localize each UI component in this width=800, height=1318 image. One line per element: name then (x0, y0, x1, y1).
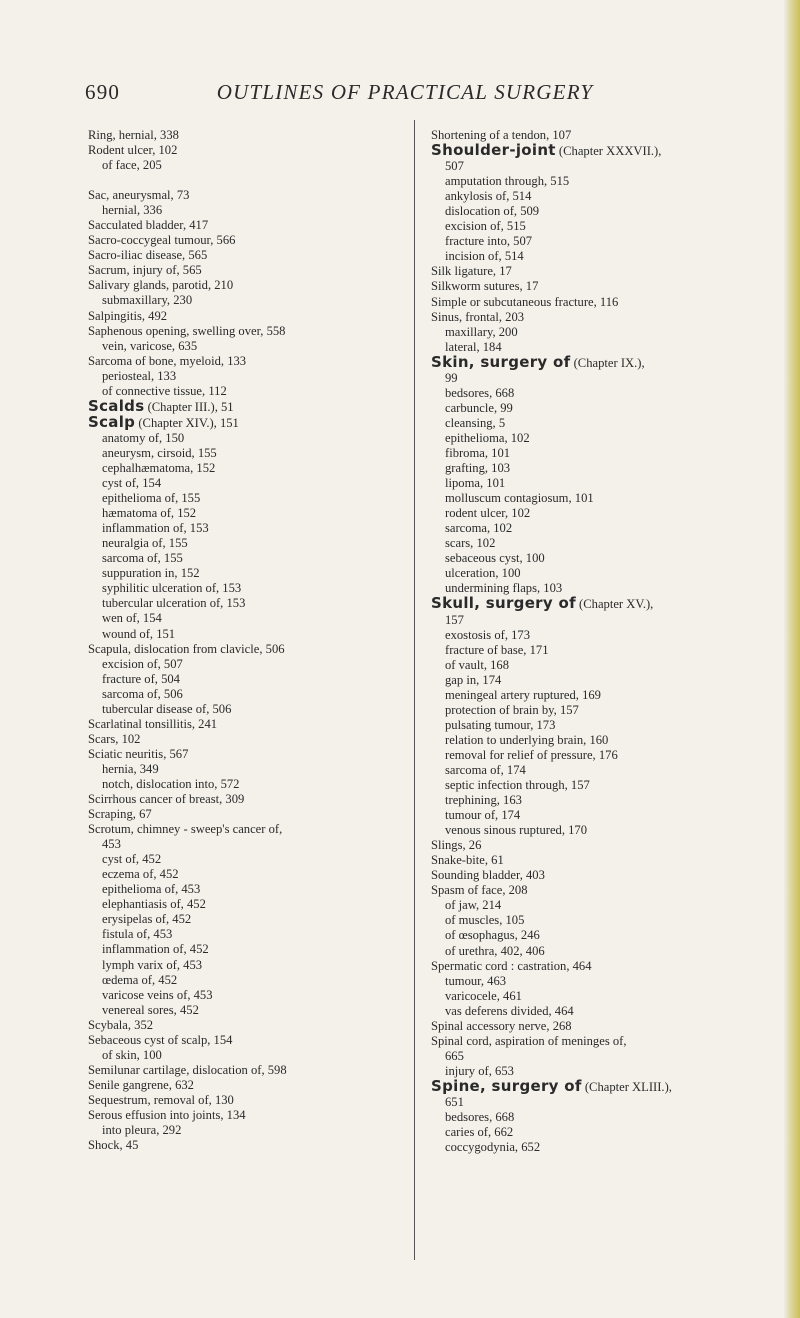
index-entry: Rodent ulcer, 102 (88, 143, 178, 158)
index-subentry: ulceration, 100 (445, 566, 521, 581)
index-heading-entry (88, 412, 388, 431)
index-subentry: incision of, 514 (445, 249, 524, 264)
index-subentry: protection of brain by, 157 (445, 702, 579, 717)
index-subentry: 507 (445, 159, 464, 174)
index-heading-term: Skull, surgery of (431, 594, 576, 613)
index-subentry: epithelioma of, 453 (102, 882, 201, 897)
index-heading-detail: (Chapter XV.), (575, 597, 654, 612)
index-entry: Spinal cord, aspiration of meninges of, (431, 1033, 627, 1048)
index-subentry: lymph varix of, 453 (102, 957, 203, 972)
index-subentry: neuralgia of, 155 (102, 536, 188, 551)
index-entry: Senile gangrene, 632 (88, 1077, 194, 1092)
index-subentry: of connective tissue, 112 (102, 383, 227, 398)
index-subentry: vein, varicose, 635 (102, 338, 198, 353)
index-subentry: relation to underlying brain, 160 (445, 732, 609, 747)
index-subentry: fracture of, 504 (102, 671, 180, 686)
index-subentry: 157 (445, 612, 464, 627)
index-subentry: exostosis of, 173 (445, 627, 531, 642)
index-subentry: of œsophagus, 246 (445, 928, 540, 943)
index-subentry: eczema of, 452 (102, 867, 179, 882)
index-entry: Sarcoma of bone, myeloid, 133 (88, 353, 247, 368)
index-heading-term: Scalds (88, 396, 145, 415)
index-subentry: sarcoma of, 174 (445, 762, 526, 777)
index-subentry: fracture into, 507 (445, 234, 533, 249)
index-subentry: hæmatoma of, 152 (102, 506, 197, 521)
index-subentry: amputation through, 515 (445, 174, 570, 189)
index-subentry: 665 (445, 1048, 464, 1063)
index-entry: Spermatic cord : castration, 464 (431, 958, 592, 973)
index-entry: Sciatic neuritis, 567 (88, 746, 189, 761)
page-edge-shadow (784, 0, 800, 1318)
index-entry: Sebaceous cyst of scalp, 154 (88, 1032, 233, 1047)
index-entry: Saphenous opening, swelling over, 558 (88, 323, 286, 338)
index-subentry: injury of, 653 (445, 1063, 514, 1078)
index-subentry: cephalhæmatoma, 152 (102, 460, 216, 475)
index-entry: Sacro-coccygeal tumour, 566 (88, 233, 236, 248)
index-subentry: of urethra, 402, 406 (445, 943, 545, 958)
index-subentry: erysipelas of, 452 (102, 912, 192, 927)
index-subentry: of skin, 100 (102, 1047, 162, 1062)
index-entry: Sac, aneurysmal, 73 (88, 188, 190, 203)
index-subentry: varicose veins of, 453 (102, 987, 213, 1002)
index-entry: Shock, 45 (88, 1138, 139, 1153)
index-entry: Scybala, 352 (88, 1017, 154, 1032)
index-entry: Sacro-iliac disease, 565 (88, 248, 208, 263)
index-subentry: cleansing, 5 (445, 415, 506, 430)
index-subentry: epithelioma, 102 (445, 430, 530, 445)
index-subentry: tubercular disease of, 506 (102, 701, 232, 716)
index-subentry: undermining flaps, 103 (445, 581, 563, 596)
index-subentry: scars, 102 (445, 536, 496, 551)
column-divider (414, 120, 415, 1260)
index-subentry: varicocele, 461 (445, 988, 522, 1003)
index-subentry: sarcoma, 102 (445, 521, 513, 536)
index-subentry: of muscles, 105 (445, 913, 525, 928)
index-entry: Scraping, 67 (88, 807, 152, 822)
index-subentry: vas deferens divided, 464 (445, 1003, 574, 1018)
index-heading-detail: (Chapter XXXVII.), (555, 144, 662, 159)
index-subentry: wound of, 151 (102, 626, 176, 641)
index-subentry: carbuncle, 99 (445, 400, 513, 415)
index-heading-detail: (Chapter XIV.), 151 (135, 415, 239, 430)
index-subentry: ankylosis of, 514 (445, 189, 532, 204)
index-entry: Snake-bite, 61 (431, 853, 504, 868)
index-subentry: removal for relief of pressure, 176 (445, 747, 618, 762)
index-subentry: coccygodynia, 652 (445, 1140, 541, 1155)
index-subentry: molluscum contagiosum, 101 (445, 491, 594, 506)
index-subentry: epithelioma of, 155 (102, 491, 201, 506)
index-subentry: inflammation of, 452 (102, 942, 209, 957)
index-subentry: trephining, 163 (445, 793, 522, 808)
index-subentry: 453 (102, 837, 121, 852)
index-subentry: tumour, 463 (445, 973, 507, 988)
index-subentry: sarcoma of, 155 (102, 551, 183, 566)
index-subentry: fracture of base, 171 (445, 642, 549, 657)
index-subentry: anatomy of, 150 (102, 430, 185, 445)
index-heading-entry (431, 1076, 741, 1095)
index-subentry: grafting, 103 (445, 461, 511, 476)
index-entry: Simple or subcutaneous fracture, 116 (431, 294, 619, 309)
index-subentry: dislocation of, 509 (445, 204, 540, 219)
index-subentry: fistula of, 453 (102, 927, 173, 942)
index-subentry: bedsores, 668 (445, 1110, 515, 1125)
index-entry: Salpingitis, 492 (88, 308, 168, 323)
index-entry: Spinal accessory nerve, 268 (431, 1018, 572, 1033)
index-subentry: hernia, 349 (102, 761, 159, 776)
index-entry: Scars, 102 (88, 731, 141, 746)
index-subentry: meningeal artery ruptured, 169 (445, 687, 601, 702)
index-subentry: wen of, 154 (102, 611, 162, 626)
index-heading-detail: (Chapter XLIII.), (581, 1079, 672, 1094)
index-subentry: lateral, 184 (445, 339, 502, 354)
index-subentry: 99 (445, 370, 458, 385)
index-subentry: submaxillary, 230 (102, 293, 193, 308)
index-subentry: caries of, 662 (445, 1125, 514, 1140)
index-spacer (88, 173, 388, 188)
index-subentry: venereal sores, 452 (102, 1002, 199, 1017)
index-heading-term: Scalp (88, 412, 136, 431)
index-entry: Sinus, frontal, 203 (431, 309, 525, 324)
index-subentry: periosteal, 133 (102, 368, 177, 383)
index-subentry: inflammation of, 153 (102, 521, 209, 536)
index-heading-term: Shoulder-joint (431, 141, 556, 160)
index-heading-detail: (Chapter IX.), (570, 355, 645, 370)
index-subentry: cyst of, 154 (102, 476, 162, 491)
index-subentry: bedsores, 668 (445, 385, 515, 400)
index-subentry: rodent ulcer, 102 (445, 506, 531, 521)
index-subentry: aneurysm, cirsoid, 155 (102, 445, 217, 460)
index-entry: Scapula, dislocation from clavicle, 506 (88, 641, 285, 656)
index-subentry: suppuration in, 152 (102, 566, 200, 581)
index-subentry: gap in, 174 (445, 672, 502, 687)
index-subentry: excision of, 507 (102, 656, 183, 671)
index-heading-entry (431, 143, 741, 159)
index-entry: Scrotum, chimney - sweep's cancer of, (88, 822, 283, 837)
running-title: OUTLINES OF PRACTICAL SURGERY (216, 80, 594, 104)
index-entry: Slings, 26 (431, 838, 482, 853)
index-entry: Ring, hernial, 338 (88, 128, 179, 142)
index-subentry: 651 (445, 1095, 464, 1109)
index-subentry: cyst of, 452 (102, 852, 162, 867)
index-entry: Shortening of a tendon, 107 (431, 128, 572, 142)
index-subentry: maxillary, 200 (445, 324, 518, 339)
index-column-left (88, 128, 388, 1153)
index-entry: Serous effusion into joints, 134 (88, 1108, 246, 1122)
index-entry: Scarlatinal tonsillitis, 241 (88, 716, 218, 731)
index-subentry: elephantiasis of, 452 (102, 897, 206, 912)
index-subentry: lipoma, 101 (445, 476, 506, 491)
index-entry: Spasm of face, 208 (431, 883, 528, 898)
page-header (85, 80, 725, 120)
index-subentry: of face, 205 (102, 158, 162, 173)
index-entry: Silk ligature, 17 (431, 264, 512, 279)
index-heading-entry (431, 596, 741, 612)
index-column-right (431, 128, 741, 1155)
index-entry: Scirrhous cancer of breast, 309 (88, 792, 245, 807)
index-entry: Sacrum, injury of, 565 (88, 263, 202, 278)
index-subentry: pulsating tumour, 173 (445, 717, 556, 732)
index-subentry: hernial, 336 (102, 203, 163, 218)
index-subentry: excision of, 515 (445, 219, 526, 234)
index-subentry: sebaceous cyst, 100 (445, 551, 545, 566)
index-entry: Sacculated bladder, 417 (88, 218, 209, 233)
index-heading-term: Spine, surgery of (431, 1076, 582, 1095)
index-subentry: into pleura, 292 (102, 1123, 182, 1138)
index-subentry: sarcoma of, 506 (102, 686, 183, 701)
index-heading-entry (431, 352, 741, 371)
page-number: 690 (85, 80, 121, 104)
index-subentry: of vault, 168 (445, 657, 510, 672)
index-entry: Salivary glands, parotid, 210 (88, 278, 234, 293)
index-heading-term: Skin, surgery of (431, 352, 571, 371)
index-subentry: œdema of, 452 (102, 972, 178, 987)
index-entry: Sounding bladder, 403 (431, 868, 545, 883)
index-subentry: septic infection through, 157 (445, 778, 590, 793)
index-subentry: tubercular ulceration of, 153 (102, 596, 246, 611)
index-subentry: venous sinous ruptured, 170 (445, 823, 588, 838)
index-entry: Sequestrum, removal of, 130 (88, 1092, 234, 1107)
index-subentry: tumour of, 174 (445, 808, 521, 823)
index-subentry: notch, dislocation into, 572 (102, 776, 240, 791)
index-entry: Semilunar cartilage, dislocation of, 598 (88, 1062, 287, 1077)
index-subentry: of jaw, 214 (445, 898, 502, 913)
index-subentry: syphilitic ulceration of, 153 (102, 581, 242, 596)
index-entry: Silkworm sutures, 17 (431, 279, 539, 294)
index-heading-detail: (Chapter III.), 51 (144, 399, 234, 414)
index-subentry: fibroma, 101 (445, 445, 511, 460)
